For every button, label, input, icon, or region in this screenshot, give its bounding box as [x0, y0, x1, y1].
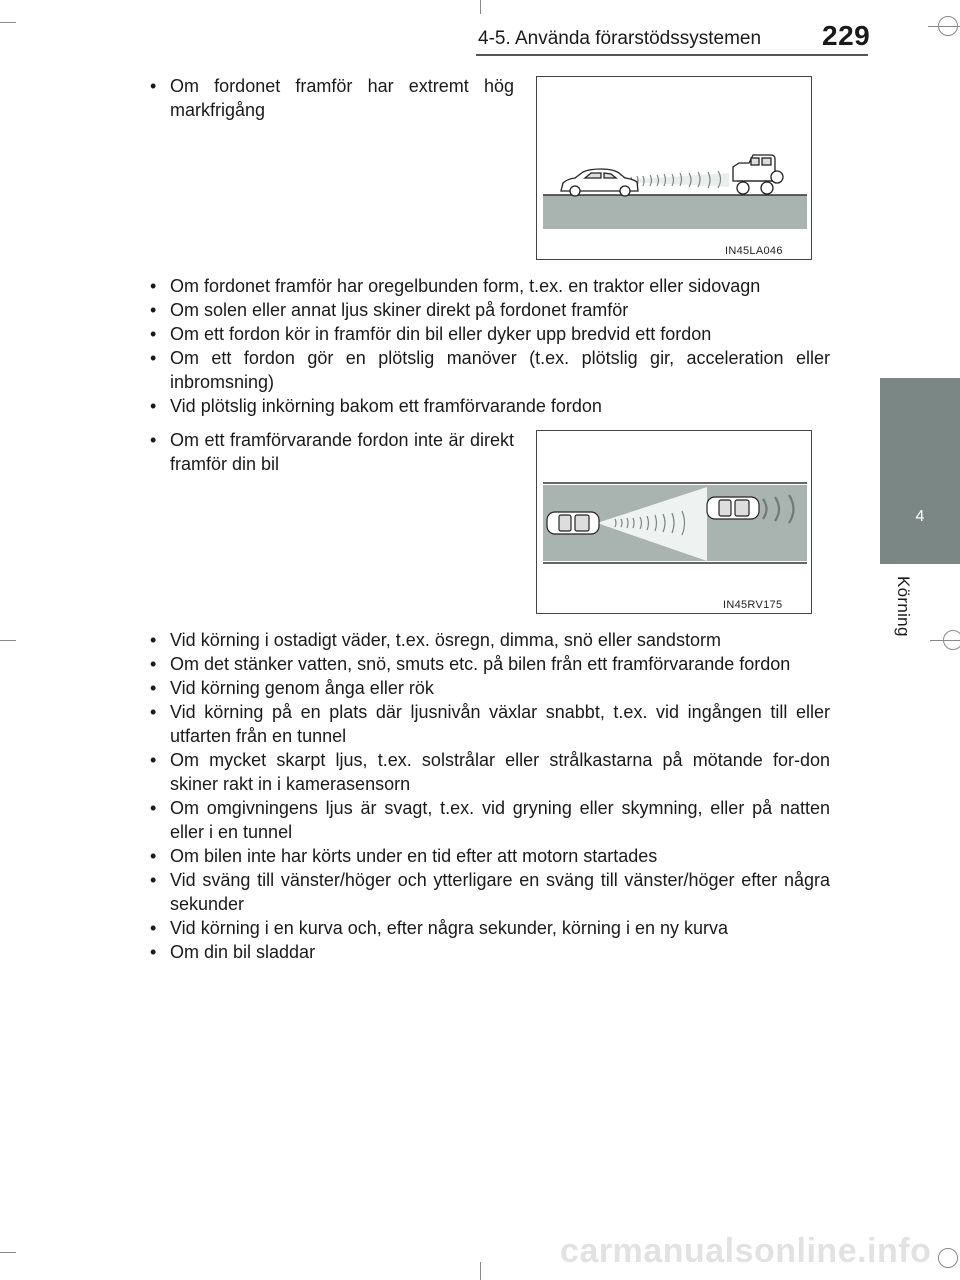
chapter-label: Körning — [894, 576, 913, 637]
own-car-top-icon — [547, 512, 599, 534]
bullet-list-bottom — [146, 628, 830, 964]
section-title: 4-5. Använda förarstödssystemen — [478, 28, 762, 49]
list-item: • Om fordonet framför har oregelbunden form, t.ex. en traktor eller sidovagn — [146, 274, 830, 298]
own-car-icon — [561, 169, 638, 196]
illustration-sensor-truck — [537, 77, 811, 259]
list-item: • Om ett fordon gör en plötslig manöver (t.ex. plötslig gir, acceleration eller inbromsning) — [146, 346, 830, 394]
high-clearance-truck-icon — [733, 155, 783, 194]
list-item: • Om fordonet framför har extremt hög markfrigång — [146, 74, 514, 122]
illustration-offset-vehicle — [537, 431, 811, 613]
registration-mark — [943, 630, 960, 650]
list-item: • Vid körning genom ånga eller rök — [146, 676, 830, 700]
list-item: • Om ett fordon kör in framför din bil eller dyker upp bredvid ett fordon — [146, 322, 830, 346]
figure-code: IN45LA046 — [725, 245, 783, 257]
list-item: • Om din bil sladdar — [146, 940, 830, 964]
crop-mark — [0, 640, 16, 641]
bullet-list-top — [146, 74, 514, 122]
list-item: • Vid sväng till vänster/höger och ytterligare en sväng till vänster/höger efter några sekunder — [146, 868, 830, 916]
crop-mark — [480, 1262, 481, 1280]
page-number: 229 — [822, 20, 871, 51]
chapter-tab — [880, 378, 960, 564]
crop-mark — [0, 22, 16, 23]
list-item: • Vid plötslig inkörning bakom ett framförvarande fordon — [146, 394, 830, 418]
header-rule — [476, 54, 868, 56]
road-surface — [543, 195, 807, 229]
list-item: • Om ett framförvarande fordon inte är direkt framför din bil — [146, 428, 514, 476]
crop-mark — [480, 0, 481, 14]
list-item: • Vid körning i en kurva och, efter några sekunder, körning i en ny kurva — [146, 916, 830, 940]
list-item: • Om det stänker vatten, snö, smuts etc. på bilen från ett framförvarande fordon — [146, 652, 830, 676]
list-item: • Om solen eller annat ljus skiner direkt på fordonet framför — [146, 298, 830, 322]
figure-code: IN45RV175 — [723, 599, 783, 611]
crop-mark — [0, 1252, 16, 1253]
list-item: • Om bilen inte har körts under en tid efter att motorn startades — [146, 844, 830, 868]
chapter-number: 4 — [915, 508, 925, 525]
figure-offset-vehicle — [536, 430, 812, 614]
list-item: • Om omgivningens ljus är svagt, t.ex. vid gryning eller skymning, eller på natten eller i en tunnel — [146, 796, 830, 844]
bullet-list-second — [146, 428, 514, 476]
vehicle-ahead-top-icon — [707, 497, 759, 519]
list-item: • Om mycket skarpt ljus, t.ex. solstrålar eller strålkastarna på mötande for-don skiner rakt in i kamerasensorn — [146, 748, 830, 796]
list-item: • Vid körning på en plats där ljusnivån växlar snabbt, t.ex. vid ingången till eller utfarten från en tunnel — [146, 700, 830, 748]
bullet-list-middle — [146, 274, 830, 418]
list-item: • Vid körning i ostadigt väder, t.ex. ösregn, dimma, snö eller sandstorm — [146, 628, 830, 652]
figure-high-clearance-vehicle — [536, 76, 812, 260]
registration-mark — [938, 1248, 958, 1268]
watermark: carmanualsonline.info — [560, 1232, 932, 1270]
registration-mark — [938, 16, 958, 36]
